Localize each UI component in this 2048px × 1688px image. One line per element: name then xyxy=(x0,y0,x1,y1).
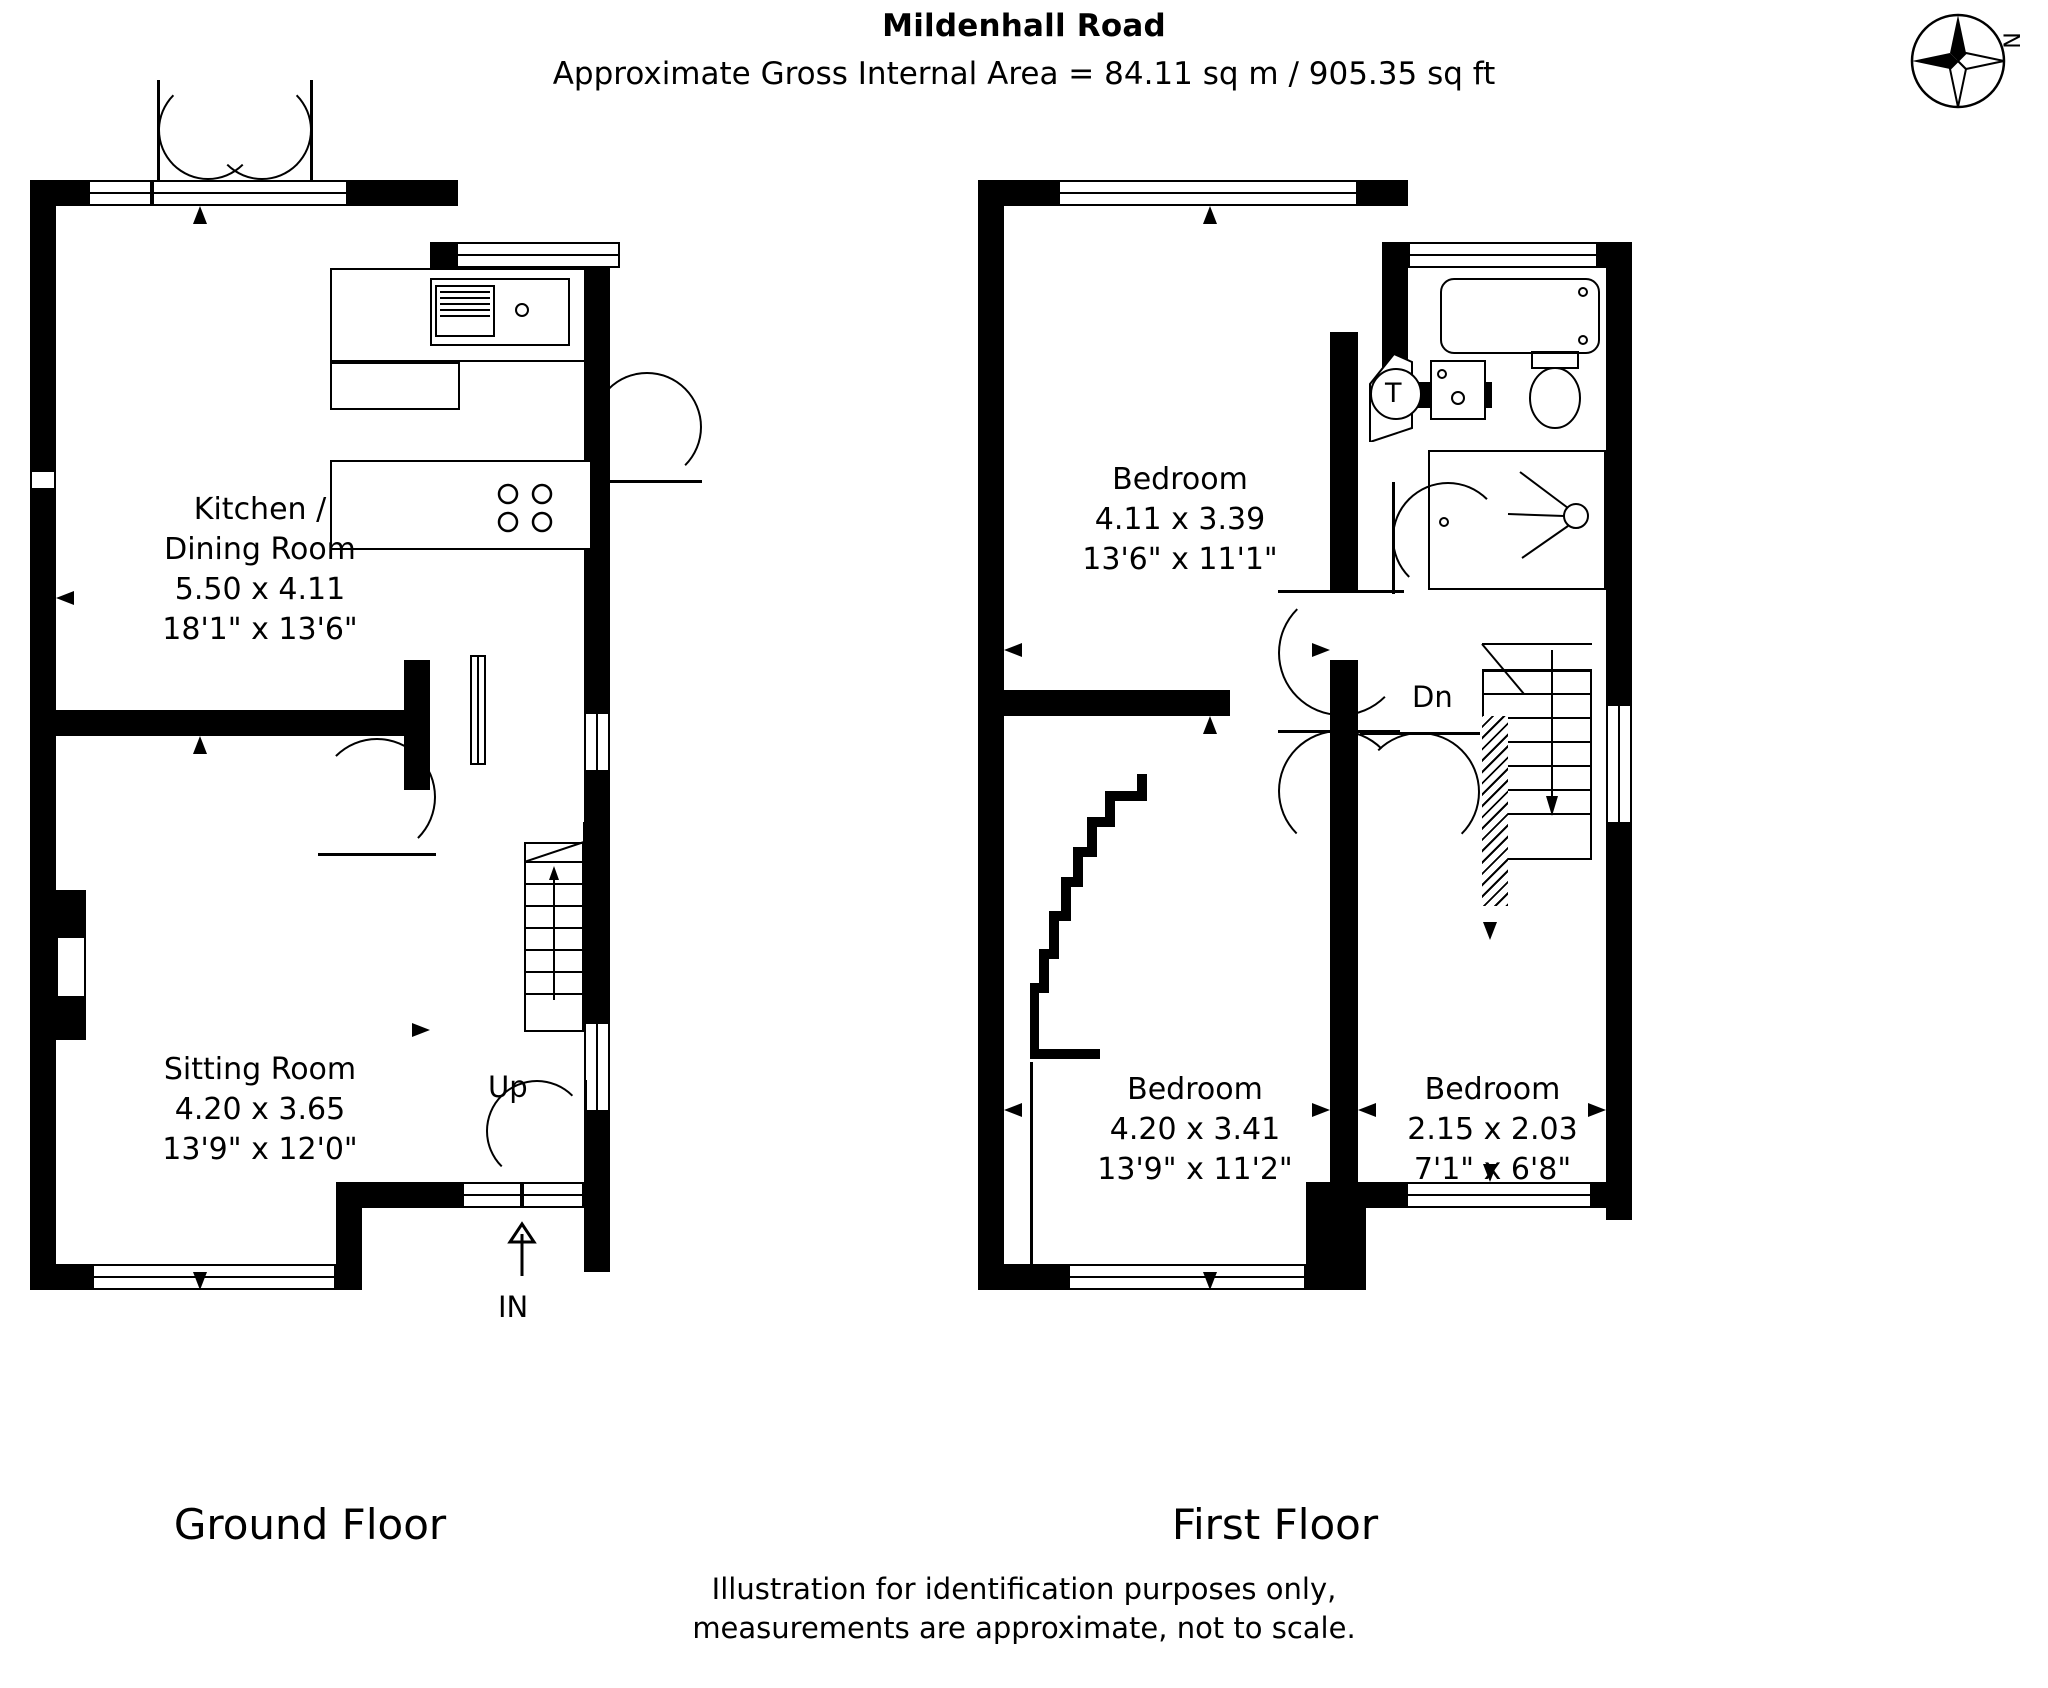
sitting-room-name: Sitting Room xyxy=(163,1052,357,1087)
room-label-bedroom-3 xyxy=(1360,1070,1625,1190)
page-title: Mildenhall Road xyxy=(882,8,1166,44)
first-floor-plan xyxy=(960,150,1860,1549)
entrance-arrow-icon xyxy=(492,1220,552,1280)
footer-disclaimer xyxy=(0,1570,2048,1648)
header xyxy=(0,0,2048,92)
bedroom3-name: Bedroom xyxy=(1424,1072,1561,1107)
sitting-room-metric: 4.20 x 3.65 xyxy=(174,1091,346,1127)
kitchen-metric: 5.50 x 4.11 xyxy=(174,571,346,607)
bedroom1-imperial: 13'6" x 11'1" xyxy=(1082,541,1278,577)
room-label-kitchen-dining xyxy=(80,490,440,650)
footer-line-1: Illustration for identification purposes only, xyxy=(711,1572,1337,1606)
bedroom2-name: Bedroom xyxy=(1127,1072,1263,1107)
bedroom1-metric: 4.11 x 3.39 xyxy=(1094,501,1266,537)
bedroom1-name: Bedroom xyxy=(1112,462,1248,497)
kitchen-name-line2: Dining Room xyxy=(164,531,356,567)
footer-line-2: measurements are approximate, not to scale. xyxy=(692,1611,1356,1646)
bedroom2-metric: 4.20 x 3.41 xyxy=(1109,1111,1281,1147)
kitchen-name-line1: Kitchen / xyxy=(193,492,327,527)
bedroom2-imperial: 13'9" x 11'2" xyxy=(1097,1151,1293,1187)
area-subtitle: Approximate Gross Internal Area = 84.11 sq m / 905.35 sq ft xyxy=(552,56,1496,92)
sitting-room-imperial: 13'9" x 12'0" xyxy=(162,1131,358,1167)
stairs-up-label: Up xyxy=(488,1070,528,1104)
compass-icon xyxy=(1900,6,2023,116)
ground-floor-caption: Ground Floor xyxy=(173,1500,447,1549)
entrance-label: IN xyxy=(498,1290,529,1324)
room-label-bedroom-2 xyxy=(1035,1070,1355,1190)
ground-floor-plan xyxy=(0,150,900,1549)
kitchen-imperial: 18'1" x 13'6" xyxy=(162,611,358,647)
tank-label: T xyxy=(1385,378,1402,409)
compass-rose xyxy=(1900,6,2023,116)
compass-north-label: N xyxy=(1997,32,2023,49)
stairs-down-label: Dn xyxy=(1412,680,1453,714)
room-label-bedroom-1 xyxy=(1015,460,1345,580)
first-floor-caption: First Floor xyxy=(1171,1500,1379,1549)
room-label-sitting-room xyxy=(80,1050,440,1170)
bedroom3-imperial: 7'1" x 6'8" xyxy=(1413,1151,1572,1187)
bedroom3-metric: 2.15 x 2.03 xyxy=(1407,1111,1578,1147)
